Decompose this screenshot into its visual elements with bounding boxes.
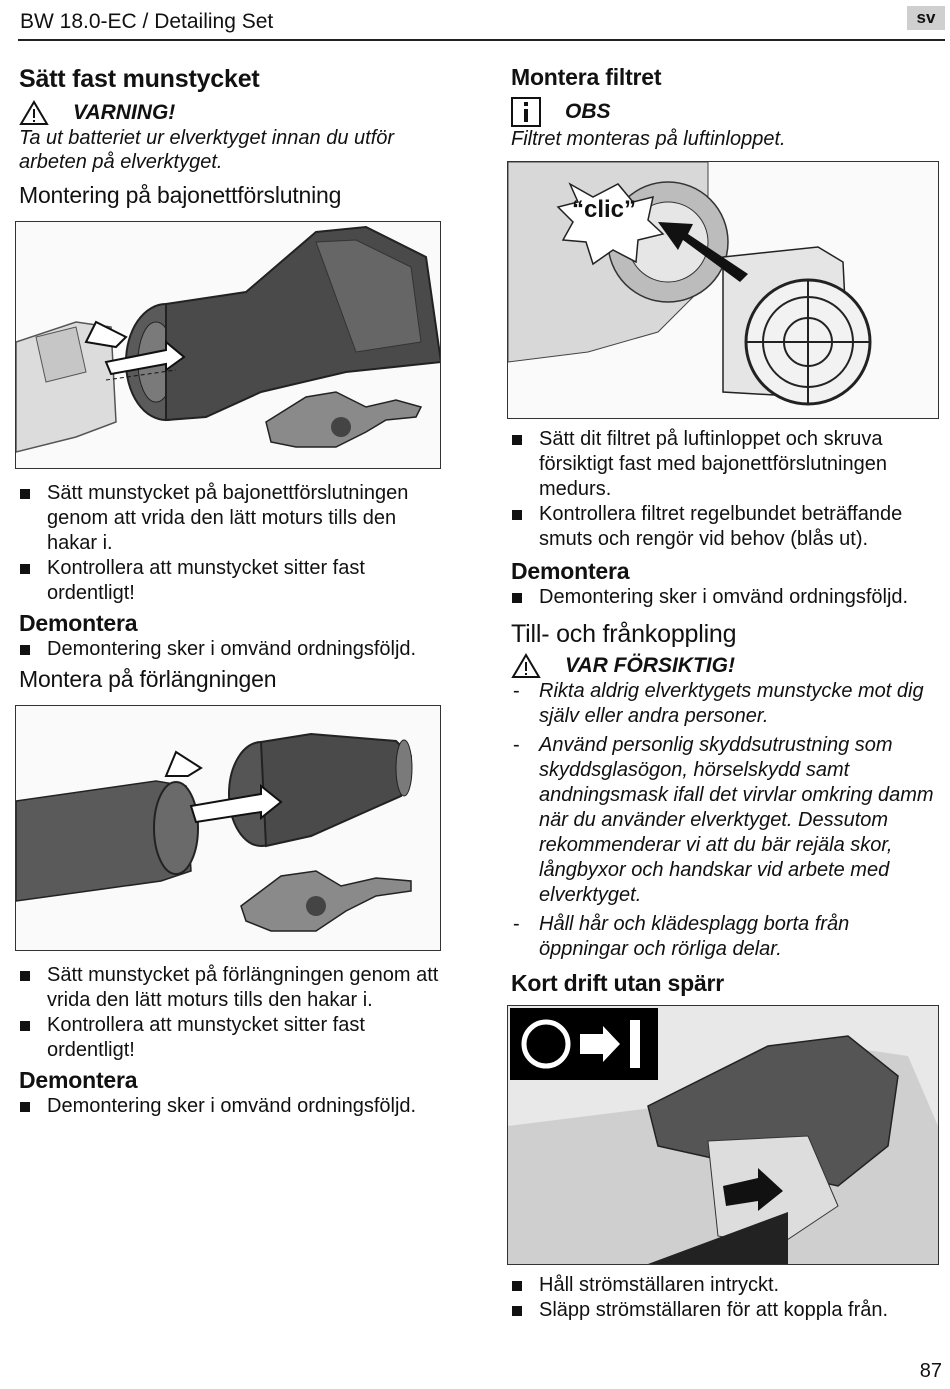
caution-label: VAR FÖRSIKTIG! [565, 654, 735, 677]
list-item: Håll strömställaren intryckt. [511, 1273, 943, 1298]
heading-montera-filtret: Montera filtret [511, 64, 662, 90]
figure-bajonett-mount [15, 221, 441, 469]
caution-list [511, 679, 943, 962]
warning-triangle-icon [511, 653, 541, 679]
list-item: - Rikta aldrig elverktygets munstycke mot dig själv eller andra personer. [511, 679, 943, 729]
warning-triangle-icon [19, 100, 49, 126]
bajonett-instructions [19, 481, 449, 606]
figure-filter-mount [507, 161, 939, 419]
demontera-2-list [19, 1094, 449, 1119]
list-item: Sätt munstycket på bajonettförslutningen genom att vrida den lätt moturs tills den hakar i. [19, 481, 449, 556]
heading-till-och-frankoppling: Till- och frånkoppling [511, 620, 737, 648]
figure-extension-mount [15, 705, 441, 951]
list-item: Släpp strömställaren för att koppla från. [511, 1298, 943, 1323]
warning-label: VARNING! [73, 101, 176, 124]
list-item: Kontrollera att munstycket sitter fast ordentligt! [19, 1013, 449, 1063]
filter-instructions [511, 427, 943, 552]
heading-kort-drift: Kort drift utan spärr [511, 970, 725, 996]
list-item: Demontering sker i omvänd ordningsföljd. [19, 1094, 449, 1119]
heading-demontera-filter: Demontera [511, 558, 630, 584]
figure-switch-operation [507, 1005, 939, 1265]
switch-instructions [511, 1273, 943, 1323]
list-item: - Använd personlig skyddsutrustning som skyddsglasögon, hörselskydd samt andningsmask ifall det virvlar omkring damm när du använder elverktyget. Dessutom rekommenderar vi att du bär rejäla skor, långbyxor och handskar vid arbete med elverktyget. [511, 733, 943, 908]
document-header-title: BW 18.0-EC / Detailing Set [20, 10, 274, 33]
language-tag: sv [907, 6, 945, 30]
page-number: 87 [919, 1360, 942, 1382]
heading-demontera-1: Demontera [19, 610, 138, 636]
warning-line [19, 100, 449, 126]
clic-label: “clic” [572, 196, 637, 223]
heading-forlangningen: Montera på förlängningen [19, 666, 277, 692]
right-column [511, 60, 943, 1323]
warning-text: Ta ut batteriet ur elverktyget innan du utför arbeten på elverktyget. [19, 127, 395, 173]
demontera-filter-list [511, 585, 943, 610]
note-text: Filtret monteras på luftinloppet. [511, 128, 786, 150]
list-item: Sätt dit filtret på luftinloppet och skruva försiktigt fast med bajonettförslutningen medurs. [511, 427, 943, 502]
heading-demontera-2: Demontera [19, 1067, 138, 1093]
demontera-1-list [19, 637, 449, 662]
list-item: Demontering sker i omvänd ordningsföljd. [19, 637, 449, 662]
note-label: OBS [565, 100, 611, 123]
caution-line [511, 653, 943, 679]
note-line [511, 97, 943, 127]
list-item: Sätt munstycket på förlängningen genom att vrida den lätt moturs tills den hakar i. [19, 963, 449, 1013]
info-icon [511, 97, 541, 127]
list-item: Kontrollera att munstycket sitter fast ordentligt! [19, 556, 449, 606]
heading-satt-fast-munstycket: Sätt fast munstycket [19, 65, 260, 93]
heading-bajonett: Montering på bajonettförslutning [19, 182, 342, 208]
extension-instructions [19, 963, 449, 1063]
list-item: - Håll hår och klädesplagg borta från öppningar och rörliga delar. [511, 912, 943, 962]
left-column [19, 60, 449, 1119]
list-item: Demontering sker i omvänd ordningsföljd. [511, 585, 943, 610]
list-item: Kontrollera filtret regelbundet beträffande smuts och rengör vid behov (blås ut). [511, 502, 943, 552]
header-rule [18, 39, 945, 41]
